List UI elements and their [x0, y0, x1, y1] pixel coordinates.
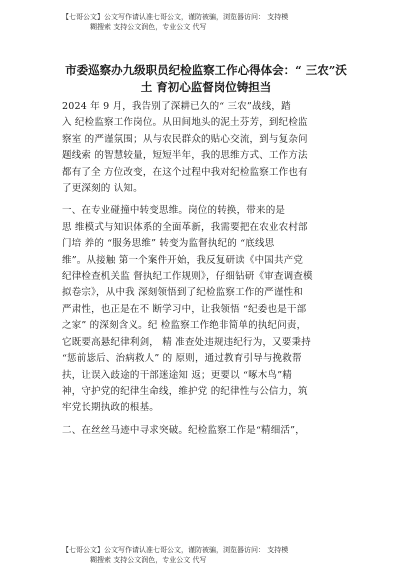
paragraph-line: 神，守护党的纪律生命线，维护党 的纪律性与公信力，筑 — [62, 385, 308, 397]
document-title — [40, 62, 372, 96]
footer-line-1: 【七哥公文】公文写作请认准七哥公文，谨防被骗，浏览器访问： 支持模 — [62, 546, 289, 554]
body-paragraph — [62, 99, 380, 197]
title-line-2: 土 育初心监督岗位铸担当 — [140, 80, 272, 94]
paragraph-line: 了更深刻的 认知。 — [62, 183, 143, 195]
page-header — [62, 12, 380, 32]
footer-line-2: 糊搜索 支持公文润色，专业公文 代写 — [90, 556, 207, 564]
paragraph-line: 一、在专业碰撞中转变思维。岗位的转换，带来的是 — [62, 205, 286, 217]
document-body — [62, 99, 380, 445]
title-line-1: 市委巡察办九级职员纪检监察工作心得体会：“ 三农”沃 — [65, 63, 347, 77]
paragraph-line: 思 维模式与知识体系的全面革新，我需要把在农业农村部 — [62, 221, 308, 233]
header-line-1: 【七哥公文】公文写作请认准七哥公文，谨防被骗，浏览器访问： 支持模 — [62, 13, 289, 21]
paragraph-line: 门培 养的 “服务思维” 转变为监督执纪的 “底线思 — [62, 238, 275, 250]
paragraph-line: 维”。从接触 第一个案件开始，我反复研读《中国共产党 — [62, 254, 304, 266]
paragraph-line: “惩前毖后、治病救人” 的 原则，通过教育引导与挽救帮 — [62, 353, 302, 365]
paragraph-line: 之家” 的深刻含义。纪 检监察工作绝非简单的执纪问责， — [62, 320, 307, 332]
page-footer — [62, 545, 380, 565]
paragraph-line: 题线索 的智慧较量，短短半年，我的思维方式、工作方法 — [62, 150, 308, 162]
paragraph-line: 入 纪检监察工作岗位。从田间地头的泥土芬芳，到纪检监 — [62, 117, 308, 129]
body-paragraph — [62, 423, 380, 439]
paragraph-line: 拟卷宗》，从中我 深刻领悟到了纪检监察工作的严谨性和 — [62, 287, 303, 299]
paragraph-line: 扶，让误入歧途的干部迷途知 返；更要以 “啄木鸟”精 — [62, 369, 292, 381]
paragraph-line: 二、在丝丝马迹中寻求突破。纪检监察工作是“精细活”， — [62, 424, 305, 436]
body-paragraph — [62, 203, 380, 416]
paragraph-line: 纪律检查机关监 督执纪工作规则》，仔细钻研《审查调查模 — [62, 271, 313, 283]
paragraph-line: 严肃性，也正是在不 断学习中，让我领悟 “纪委也是干部 — [62, 303, 307, 315]
paragraph-line: 察室 的严谨氛围；从与农民群众的贴心交流，到与复杂问 — [62, 133, 308, 145]
paragraph-line: 2024 年 9 月，我告别了深耕已久的“ 三农”战线，踏 — [62, 101, 291, 112]
header-line-2: 糊搜索 支持公文润色，专业公文 代写 — [90, 23, 207, 31]
paragraph-line: 它既要高悬纪律利剑， 精 准查处违规违纪行为，又要秉持 — [62, 336, 311, 348]
paragraph-line: 牢党长期执政的根基。 — [62, 402, 160, 414]
paragraph-line: 都有了全 方位改变，在这个过程中我对纪检监察工作也有 — [62, 166, 308, 178]
